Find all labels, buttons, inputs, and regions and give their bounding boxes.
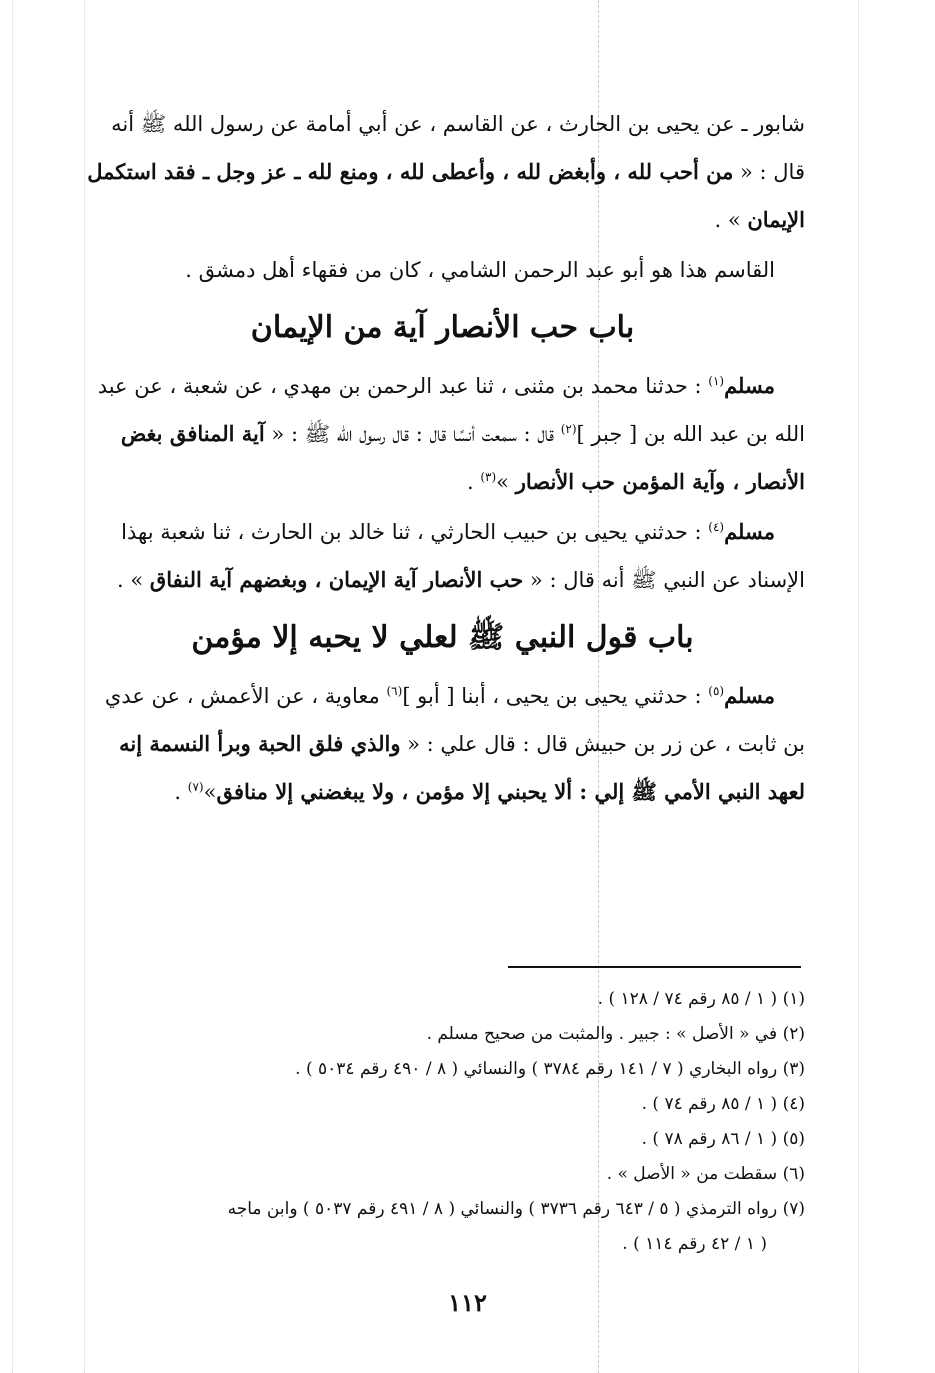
footnotes	[60, 982, 805, 1262]
source-name: مسلم	[724, 519, 775, 544]
footnote-3: (٣) رواه البخاري ( ٧ / ١٤١ رقم ٣٧٨٤ ) والنسائي ( ٨ / ٤٩٠ رقم ٥٠٣٤ ) .	[295, 1059, 805, 1079]
hadith-text: آية المنافق بغض الأنصار ، وآية المؤمن حب الأنصار	[120, 421, 805, 494]
hadith-text: من أحب لله ، وأبغض لله ، وأعطى لله ، ومنع لله ـ عز وجل ـ فقد استكمل الإيمان	[87, 159, 805, 232]
footnote-ref: (٤)	[708, 520, 725, 534]
hadith-paragraph-2	[80, 508, 805, 604]
isnad-text: : حدثني يحيى بن يحيى ، أبنا [ أبو ]	[402, 684, 709, 708]
page-number: ١١٢	[448, 1288, 487, 1317]
paragraph-end: » .	[714, 208, 748, 232]
chapter-heading-ali: باب قول النبي ﷺ لعلي لا يحبه إلا مؤمن	[191, 620, 694, 655]
note-text: القاسم هذا هو أبو عبد الرحمن الشامي ، كان من فقهاء أهل دمشق .	[185, 258, 775, 282]
paragraph-end: .	[466, 470, 481, 494]
hadith-paragraph-1	[80, 362, 805, 506]
paragraph-end: .	[174, 780, 188, 804]
source-name: مسلم	[724, 373, 775, 398]
isnad-text: قال : سمعت أنسًا قال : قال رسول الله ﷺ : «	[264, 422, 561, 446]
footnote-7-continued: ( ١ / ٤٢ رقم ١١٤ ) .	[622, 1234, 767, 1254]
scan-edge-right	[858, 0, 859, 1373]
footnote-divider	[508, 966, 801, 968]
quote-close: »	[203, 780, 217, 804]
footnote-4: (٤) ( ١ / ٨٥ رقم ٧٤ ) .	[641, 1094, 805, 1114]
footnote-2: (٢) في « الأصل » : جبير . والمثبت من صحيح مسلم .	[426, 1024, 805, 1044]
footnote-5: (٥) ( ١ / ٨٦ رقم ٧٨ ) .	[641, 1129, 805, 1149]
footnote-ref: (٧)	[187, 780, 204, 794]
hadith-text: حب الأنصار آية الإيمان ، وبغضهم آية النفاق	[149, 567, 524, 592]
hadith-text: والذي فلق الحبة وبرأ النسمة إنه لعهد النبي الأمي ﷺ إلي : ألا يحبني إلا مؤمن ، ولا يبغضني إلا منافق	[119, 731, 805, 804]
chapter-heading-ansar: باب حب الأنصار آية من الإيمان	[250, 310, 635, 345]
paragraph-note	[80, 246, 805, 294]
footnote-7: (٧) رواه الترمذي ( ٥ / ٦٤٣ رقم ٣٧٣٦ ) والنسائي ( ٨ / ٤٩١ رقم ٥٠٣٧ ) وابن ماجه	[227, 1199, 805, 1219]
isnad-text: : حدثني يحيى بن حبيب الحارثي ، ثنا خالد بن الحارث ، ثنا شعبة بهذا الإسناد عن النبي ﷺ أنه قال : «	[121, 520, 805, 592]
footnote-6: (٦) سقطت من « الأصل » .	[606, 1164, 805, 1184]
footnote-ref: (٢)	[560, 422, 577, 436]
main-text	[80, 100, 805, 816]
hadith-paragraph-3	[80, 672, 805, 816]
paragraph-text: شابور ـ عن يحيى بن الحارث ، عن القاسم ، عن أبي أمامة عن رسول الله ﷺ أنه قال : «	[111, 112, 805, 184]
scan-edge-left	[12, 0, 13, 1373]
footnote-ref: (٥)	[708, 684, 725, 698]
footnote-1: (١) ( ١ / ٨٥ رقم ٧٤ / ١٢٨ ) .	[597, 989, 805, 1009]
source-name: مسلم	[724, 683, 775, 708]
quote-close: »	[496, 470, 516, 494]
footnote-ref: (٦)	[386, 684, 403, 698]
paragraph-continuation	[80, 100, 805, 244]
footnote-ref: (١)	[708, 374, 725, 388]
isnad-text: : حدثنا محمد بن مثنى ، ثنا عبد الرحمن بن مهدي ، عن شعبة ، عن عبد الله بن عبد الله بن [ جبر ]	[97, 374, 805, 446]
isnad-text: معاوية ، عن الأعمش ، عن عدي بن ثابت ، عن زر بن حبيش قال : قال علي : «	[104, 684, 805, 756]
footnote-ref: (٣)	[480, 470, 497, 484]
paragraph-end: » .	[117, 568, 150, 592]
